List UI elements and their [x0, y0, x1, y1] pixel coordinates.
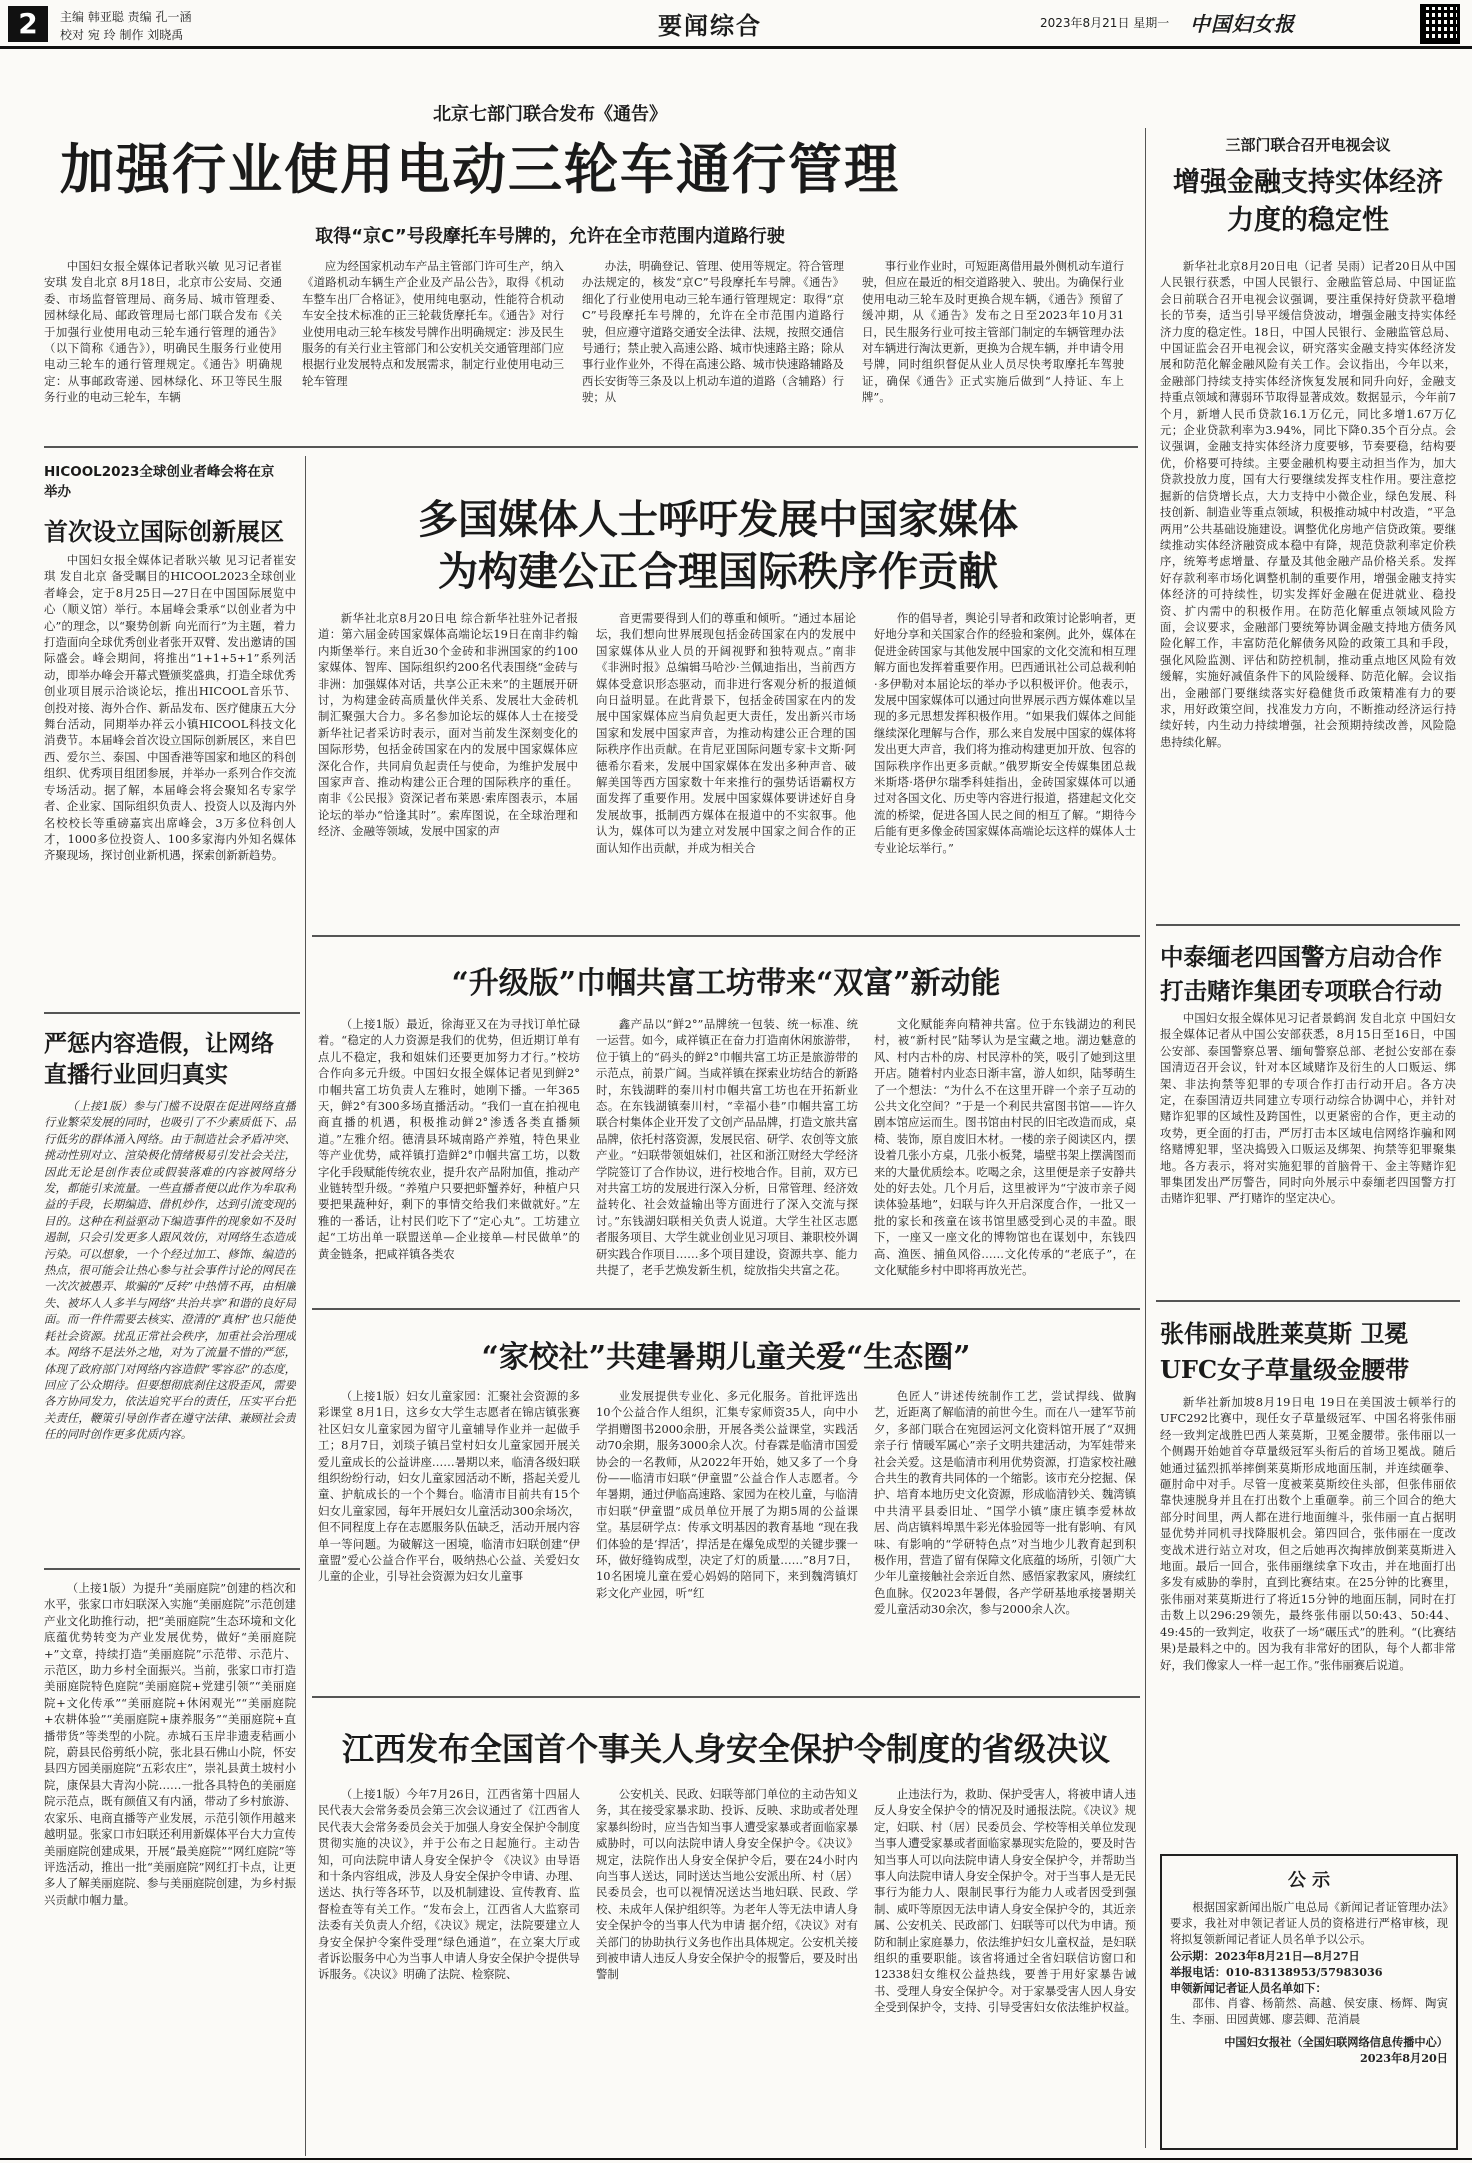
article4-col3: 色匠人”讲述传统制作工艺，尝试捍线、做胸艺，近距离了解临清的前世今生。而在八一建军节前夕，多部门联合在宛园运河文化资料馆开展了“双拥亲子行 情暖军属心”亲子文明共建活动，为军娃带来社会关爱。这是临清市利用优势资源，打造家校社融合共生的教育共同体的一个缩影。该市充分挖掘、保护、培育本地历史文化资源，形成临清钞关、魏湾镇中共清平县委旧址、“国学小镇”康庄镇李爱林故居、尚店镇料埠黑牛彩光体验园等一批有影响、有风味、有影响的“学研特色点”对当地少儿教育起到积极作用，营造了留有保障文化底蕴的场所，引领广大少年儿童接触社会亲近自然、感悟家教家风，赓续红色血脉。仅2023年暑假，各产学研基地承接暑期关爱儿童活动30余次，参与2000余人次。 — [874, 1389, 1136, 1617]
notice-title: 公 示 — [1287, 1870, 1331, 1891]
article4-title: “家校社”共建暑期儿童关爱“生态圈” — [481, 1340, 971, 1375]
issue-date: 2023年8月21日 星期一 — [1040, 16, 1170, 30]
credits-line-2: 校对 宛 玲 制作 刘晓禹 — [60, 28, 184, 42]
article5-title: 江西发布全国首个事关人身安全保护令制度的省级决议 — [341, 1730, 1110, 1768]
notice-names: 邵伟、肖睿、杨箭然、高越、侯安康、杨辉、陶寅生、李丽、田园黄娜、廖芸卿、范消晨 — [1170, 1997, 1448, 2026]
notice-list-title: 申领新闻记者证人员名单如下： — [1170, 1981, 1327, 1995]
article2-col3: 作的倡导者，舆论引导者和政策讨论影响者，更好地分享和关国家合作的经验和案例。此外，媒体在促进金砖国家与其他发展中国家的文化交流和相互理解方面也发挥着重要作用。巴西通讯社公司总裁利帕·多伊勒对本届论坛的举办予以积极评价。他表示，发展中国家媒体可以通过向世界展示西方媒体难以呈现的多元思想发挥积极作用。“如果我们媒体之间能继续深化理解与合作，那么来自发展中国家的媒体将发出更大声音，我们将为推动构建更加开放、包容的国际秩序作出更多贡献。”俄罗斯安全传媒集团总裁米斯塔·塔伊尔瑞季科娃指出，金砖国家媒体可以通过对各国文化、历史等内容进行报道，搭建起文化交流的桥梁，促进各国人民之间的相互了解。“期待今后能有更多像金砖国家媒体高端论坛这样的媒体人士专业论坛举行。” — [874, 611, 1136, 855]
article2-col1: 新华社北京8月20日电 综合新华社驻外记者报道：第六届金砖国家媒体高端论坛19日在南非约翰内斯堡举行。来自近30个金砖和非洲国家的约100家媒体、智库、国际组织约200名代表围绕“金砖与非洲：加强媒体对话，共享公正未来”的主题展开研讨，为构建金砖高质量伙伴关系、发展壮大金砖机制汇聚强大合力。多名参加论坛的媒体人士在接受新华社记者采访时表示，面对当前发生深刻变化的国际形势，包括金砖国家在内的发展中国家媒体应深化合作，共同肩负起责任与使命，为维护发展中国家声音、推动构建公正合理的国际秩序的重任。南非《公民报》资深记者布莱恩·索库图表示，本届论坛的举办“恰逢其时”。索库图说，在全球治理和经济、金融等领域，发展中国家的声 — [318, 611, 578, 839]
left2-body: （上接1版）为提升“美丽庭院”创建的档次和水平，张家口市妇联深入实施“美丽庭院”示范创建产业文化助推行动，把“美丽庭院”生态环境和文化底蕴优势转变为产业发展优势，做好“美丽庭院+”文章，持续打造“美丽庭院”示范带、示范片、示范区，助力乡村全面振兴。当前，张家口市打造美丽庭院特色庭院“美丽庭院+党建引领”“美丽庭院+文化传承”“美丽庭院+休闲观光”“美丽庭院+农耕体验”“美丽庭院+康养服务”“美丽庭院+直播带货”等类型的小院。赤城石玉岸非遗麦秸画小院，蔚县民俗剪纸小院，张北县石佛山小院，怀安县四方园美丽庭院“五彩农庄”，崇礼县黄土坡村小院，康保县大青沟小院……一批各具特色的美丽庭院示范点，既有颜值又有内涵，带动了乡村旅游、农家乐、电商直播等产业发展，示范引领作用越来越明显。张家口市妇联还利用新媒体平台大力宣传美丽庭院创建成果，开展“最美庭院”“网红庭院”等评选活动，推出一批“美丽庭院”网红打卡点，让更多人了解美丽庭院、参与美丽庭院创建，为乡村振兴贡献巾帼力量。 — [44, 1581, 296, 1907]
article1-col1: 中国妇女报全媒体记者耿兴敏 见习记者崔安琪 发自北京 8月18日，北京市公安局、交通委、市场监督管理局、商务局、城市管理委、园林绿化局、邮政管理局七部门联合发布《关于加强行业使用电动三轮车通行管理的通告》（以下简称《通告》），明确民生服务行业使用电动三轮车的通行管理规定。《通告》明确规定：从事邮政寄递、园林绿化、环卫等民生服务行业的电动三轮车，车辆 — [44, 259, 282, 405]
article1-col2: 应为经国家机动车产品主管部门许可生产，纳入《道路机动车辆生产企业及产品公告》，取得《机动车整车出厂合格证》，使用纯电驱动，性能符合机动车安全技术标准的正三轮载货摩托车。《通告》对行业使用电动三轮车核发号牌作出明确规定：涉及民生服务的有关行业主管部门和公安机关交通管理部门应根据行业发展特点和发展需求，制定行业使用电动三轮车管理 — [302, 259, 564, 388]
right3-body: 新华社新加坡8月19日电 19日在美国波士顿举行的UFC292比赛中，现任女子草量级冠军、中国名将张伟丽经一致判定战胜巴西人莱莫斯，卫冕金腰带。张伟丽以一个侧踢开始她首夺草量级冠军头衔后的首场卫冕战。随后她通过猛烈抓举摔倒莱莫斯形成地面压制，并连续砸拳、砸肘命中对手。尽管一度被莱莫斯绞住头部，但张伟丽依靠快速脱身并且在打出数个上重砸拳。前三个回合的绝大部分时间里，两人都在进行地面缠斗，张伟丽一直占据明显优势并同机寻找降服机会。第四回合，张伟丽在一度改变战术进行站立对攻，但之后她再次掏摔放倒莱莫斯进入地面。最后一回合，张伟丽继续拿下攻击，并在地面打出多发有威胁的拳肘，直到比赛结束。在25分钟的比赛里，张伟丽对莱莫斯进行了将近15分钟的地面压制，同时在打击数上以296:29领先，最终张伟丽以50:43、50:44、49:45的一致判定，收获了一场“碾压式”的胜利。“(比赛结果)是最料之中的。因为我有非常好的团队，每个人都非常好，我们像家人一样一起工作。”张伟丽赛后说道。 — [1160, 1395, 1456, 1672]
article4-col1: （上接1版）妇女儿童家园：汇聚社会资源的多彩课堂 8月1日，这乡女大学生志愿者在锦店镇张赛社区妇女儿童家园为留守儿童辅导作业并一起做手工；8月7日，刘琰子镇吕堂村妇女儿童家园开展关爱儿童成长的公益讲座……暑期以来，临清各级妇联组织纷纷行动，妇女儿童家园活动不断，搭起关爱儿童、护航成长的一个个舞台。临清市目前共有15个妇女儿童家园，每年开展妇女儿童活动300余场次，但不同程度上存在志愿服务队伍缺乏，活动开展内容单一等问题。为破解这一困境，临清市妇联创建“伊童盟”爱心公益合作平台，吸纳热心公益、关爱妇女儿童的企业，引导社会资源为妇女儿童事 — [318, 1389, 580, 1584]
section-title: 要闻综合 — [658, 11, 762, 40]
article1-title: 加强行业使用电动三轮车通行管理 — [60, 137, 900, 201]
page-number-box — [8, 6, 48, 42]
article3-col2: 鑫产品以“鲜2°”品牌统一包装、统一标准、统一运营。如今，咸祥镇正在奋力打造南休闲旅游带，位于镇上的“码头的鲜2°巾帼共富工坊正是旅游带的示范点，前景广阔。当咸祥镇在探索业坊结合的新路时，东钱湖畔的秦川村巾帼共富工坊也在开拓新业态。在东钱湖镇秦川村，“幸福小巷”巾帼共富工坊联合村集体企业开发了文创产品品牌，打造文旅共富品牌，依托村落资源，发展民宿、研学、农创等文旅产业。“妇联带领姐妹们，社区和浙江财经大学经济学院签订了合作协议，进行校地合作。目前，双方已对共富工坊的发展进行深入分析，日常管理、经济效益转化、社会效益输出等方面进行了深入交流与探讨。”东钱湖妇联相关负责人说道。大学生社区志愿者服务项目、大学生就业创业见习项目、兼职校外调研实践合作项目……多个项目建设，资源共享、能力共提了，老手艺焕发新生机，绽放指尖共富之花。 — [596, 1017, 858, 1278]
notice-period: 公示期：2023年8月21日—8月27日 — [1170, 1949, 1360, 1963]
right3-title: 张伟丽战胜莱莫斯 卫冕UFC女子草量级金腰带 — [1160, 1319, 1410, 1384]
article5-col2: 公安机关、民政、妇联等部门单位的主动告知义务，其在接受家暴求助、投诉、反映、求助或者处理家暴纠纷时，应当告知当事人遭受家暴或者面临家暴威胁时，可以向法院申请人身安全保护令。《决议》规定，法院作出人身安全保护令后，要在24小时内向当事人送达，同时送达当地公安派出所、村（居）民委员会，也可以视情况送达当地妇联、民政、学校、未成年人保护组织等。为老年人等无法申请人身安全保护令的当事人代为申请 据介绍，《决议》对有关部门的协助执行义务也作出具体规定。公安机关接到被申请人违反人身安全保护令的报警后，要及时出警制 — [596, 1787, 858, 1982]
article2-col2: 音更需要得到人们的尊重和倾听。“通过本届论坛，我们想向世界展现包括金砖国家在内的发展中国家媒体从业人员的开阔视野和独特观点。”南非《非洲时报》总编辑马哈沙·兰佩迪指出，当前西方媒体受意识形态驱动，而非进行客观分析的报道倾向日益明显。在此背景下，包括金砖国家在内的发展中国家媒体应当肩负起更大责任，发出新兴市场国家和发展中国家声音，为推动构建公正合理的国际秩序作出贡献。在肯尼亚国际问题专家卡文斯·阿德希尔看来，发展中国家媒体在发出多种声音、破解美国等西方国家数十年来推行的强势话语霸权方面发挥了重要作用。发展中国家媒体要讲述好自身发展故事，抵制西方媒体在报道中的不实叙事。他认为，媒体可以为建立对发展中国家之间合作的正面认知作出贡献，并成为相关合 — [596, 611, 856, 855]
hicool-kicker: HICOOL2023全球创业者峰会将在京举办 — [44, 464, 275, 500]
hicool-body: 中国妇女报全媒体记者耿兴敏 见习记者崔安琪 发自北京 备受瞩目的HICOOL2023全球创业者峰会，定于8月25日—27日在中国国际展览中心（顺义馆）举行。本届峰会秉承“以创业者为中心”的理念，以“聚势创新 向光而行”为主题，着力打造面向全球优秀创业者张开双臂、发出邀请的国际盛会。峰会期间，将推出“1+1+5+1”系列活动，即举办峰会开幕式暨颁奖盛典，打造全球优秀创业项目展示洽谈论坛，推出HICOOL音乐节、创投对接、海外合作、新品发布、医疗健康五大分舞台活动，同期举办祥云小镇HICOOL科技文化消费节。本届峰会首次设立国际创新展区，来自巴西、爱尔兰、泰国、中国香港等国家和地区的科创组织、优秀项目组团参展，并举办一系列合作交流专场活动。据了解，本届峰会将会聚知名专家学者、企业家、国际组织负责人、投资人以及海内外名校校长等重磅嘉宾出席峰会，3万多位科创人才，1000多位投资人、100多家海内外知名媒体齐聚现场，探讨创业新机遇，探索创新新趋势。 — [44, 553, 296, 863]
right2-body: 中国妇女报全媒体见习记者景鹤润 发自北京 中国妇女报全媒体记者从中国公安部获悉，8月15日至16日，中国公安部、泰国警察总署、缅甸警察总部、老挝公安部在泰国清迈召开会议，针对本区域赌诈及衍生的人口贩运、绑架、非法拘禁等犯罪的专项合作打击行动开启。各方决定，在泰国清迈共同建立专项行动综合协调中心，并针对赌诈犯罪的区域性及跨国性，以更紧密的合作，更主动的攻势，更全面的打击，严厉打击本区域电信网络诈骗和网络赌博犯罪，坚决捣毁入口贩运及绑架、拘禁等犯罪聚集地。各方表示，将对实施犯罪的首脑骨干、金主等赌诈犯罪集团发出严厉警告，同时向外展示中泰缅老四国警方打击赌诈犯罪、严打赌诈的坚定决心。 — [1160, 1011, 1456, 1206]
left1-title: 严惩内容造假，让网络直播行业回归真实 — [44, 1030, 274, 1088]
article3-title: “升级版”巾帼共富工坊带来“双富”新动能 — [451, 966, 1001, 1001]
left1-body: （上接1版）参与门槛不设限在促进网络直播行业繁荣发展的同时，也吸引了不少素质低下、品行低劣的群体涌入网络。由于制造社会矛盾冲突、挑动性别对立、渲染极化情绪极易引发社会关注，因此无论是创作表位或假装落难的内容被网络分发，都能引来流量。一些直播者便以此作为牟取利益的手段，长期编造、借机炒作，达到引流变现的目的。这种在利益驱动下编造事件的现象如不及时遏制，只会引发更多人跟风效仿，对网络生态造成污染。可以想象，一个个经过加工、修饰、编造的热点，很可能会让热心参与社会事件讨论的网民在一次次被愚弄、欺骗的“反转”中热情不再，由相廉失、被坏人人多半与网络“共治共享”和谐的良好局面。而一件件需要去核实、澄清的“真相”也只能使耗社会资源。扰乱正常社会秩序，加重社会治理成本。网络不是法外之地，对为了流量不惜的严惩，体现了政府部门对网络内容造假“零容忍”的态度，回应了公众期待。但要想彻底刹住这股歪风，需要各方协同发力，依法追究平台的责任，压实平台把关责任，鞭策引导创作者在遵守法律、兼顾社会责任的同时创作更多优质内容。 — [44, 1099, 296, 1442]
article1-subtitle: 取得“京C”号段摩托车号牌的，允许在全市范围内道路行驶 — [315, 226, 785, 247]
article5-col1: （上接1版）今年7月26日，江西省第十四届人民代表大会常务委员会第三次会议通过了《江西省人民代表大会常务委员会关于加强人身安全保护令制度贯彻实施的决议》，并于公布之日起施行。主动告知，可向法院申请人身安全保护令 《决议》由导语和十条内容组成，涉及人身安全保护令申请、办理、送达、执行等各环节，以及机制建设、宣传教育、监督检查等有关工作。“发布会上，江西省人大监察司法委有关负责人介绍，《决议》规定，法院要建立人身安全保护令案件受理“绿色通道”，在立案大厅或者诉讼服务中心为当事人申请人身安全保护令提供导诉服务。《决议》明确了法院、检察院、 — [318, 1787, 580, 1982]
article1-col4: 事行业作业时，可短距离借用最外侧机动车道行驶，但应在最近的相交道路驶入、驶出。为确保行业使用电动三轮车及时更换合规车辆，《通告》预留了缓冲期，从《通告》发布之日至2023年10月31日，民生服务行业可按主管部门制定的车辆管理办法对车辆进行淘汰更新，更换为合规车辆，并申请令用号牌，同时组织督促从业人员尽快考取摩托车驾驶证，确保《通告》正式实施后做到“人持证、车上牌”。 — [862, 259, 1124, 405]
qr-code-icon — [1420, 4, 1460, 44]
notice-phone: 举报电话：010-83138953/57983036 — [1170, 1965, 1383, 1979]
credits-line-1: 主编 韩亚聪 责编 孔一涵 — [60, 10, 192, 24]
masthead-logo: 中国妇女报 — [1190, 12, 1295, 36]
page-number: 2 — [18, 7, 38, 40]
right2-title: 中泰缅老四国警方启动合作打击赌诈集团专项联合行动 — [1160, 943, 1442, 1005]
notice-sign-date: 2023年8月20日 — [1359, 2051, 1448, 2065]
article5-col3: 止违法行为，救助、保护受害人，将被申请人违反人身安全保护令的情况及时通报法院。《决议》规定，妇联、村（居）民委员会、学校等相关单位发现当事人遭受家暴或者面临家暴现实危险的，要及时告知当事人可以向法院申请人身安全保护令，并帮助当事人向法院申请人身安全保护令。对于当事人是无民事行为能力人、限制民事行为能力人或者因受到强制、威吓等原因无法申请人身安全保护令的，其近亲属、公安机关、民政部门、妇联等可以代为申请。预防和制止家庭暴力，依法维护妇女儿童权益，是妇联组织的重要职能。该省将通过全省妇联信访窗口和12338妇女维权公益热线，要善于用好家暴告诫书、受理人身安全保护令。对于家暴受害人因人身安全受到保护令，支持、引导受害妇女依法维护权益。 — [874, 1787, 1136, 2015]
article1-kicker: 北京七部门联合发布《通告》 — [433, 104, 667, 125]
notice-text: 根据国家新闻出版广电总局《新闻记者证管理办法》要求，我社对申领记者证人员的资格进行严格审核，现将拟复领新闻记者证人员名单予以公示。 — [1170, 1901, 1448, 1946]
article1-col3: 办法，明确登记、管理、使用等规定。符合管理办法规定的，核发“京C”号段摩托车号牌。《通告》细化了行业使用电动三轮车通行管理规定：取得“京C”号段摩托车号牌的，允许在全市范围内道路行驶，但应遵守道路交通安全法律、法规，按照交通信号通行；禁止驶入高速公路、城市快速路主路；除从事行业作业外，不得在高速公路、城市快速路辅路及西长安街等三条及以上机动车道的道路（含辅路）行驶；从 — [582, 259, 844, 405]
article3-col1: （上接1版）最近，徐海亚又在为寻找订单忙碌着。“稳定的人力资源是我们的优势，但近期订单有点儿不稳定，我和姐妹们还要更加努力才行。”校坊合作向多元升级。中国妇女报全媒体记者见到鲜2°巾帼共富工坊负责人左雅时，她刚下播。一年365天，鲜2°有300多场直播活动。“我们一直在拍视电商直播的机遇，积极推动鲜2°渗透各类直播频道。”左雅介绍。德清县环城南路产养殖，特色果业等产业优势，咸祥镇打造鲜2°巾帼共富工坊，以数字化手段赋能传统农业，提升农产品附加值，推动产业链转型升级。“养殖户只要把虾蟹养好，种植户只要把果蔬种好，剩下的事情交给我们来做就好。”左雅的一番话，让村民们吃下了“定心丸”。工坊建立起“工坊出单一联盟送单—企业接单—村民做单”的黄金链条，把咸祥镇各类农 — [318, 1017, 580, 1261]
hicool-title: 首次设立国际创新展区 — [44, 517, 284, 546]
article2-title-line2: 为构建公正合理国际秩序作贡献 — [438, 548, 998, 595]
notice-sign: 中国妇女报社（全国妇联网络信息传播中心） — [1224, 2035, 1448, 2049]
article3-col3: 文化赋能奔向精神共富。位于东钱湖边的利民村，被“新村民”陆琴认为是宝藏之地。湖边魅意的风、村内古朴的房、村民淳朴的笑，吸引了她到这里开店。随着村内业态日渐丰富，游人如织，陆琴萌生了一个想法：“为什么不在这里开辟一个亲子互动的公共文化空间？”于是一个利民共富图书馆——许久剧本馆应运而生。图书馆由村民的旧宅改造而成，桌椅、装饰，原自废旧木材。一楼的亲子阅读区内，摆设着几张小方桌，几张小板凳，墙壁书架上摆满图而来的大量优质绘本。吃喝之余，这里便是亲子安静共处的好去处。几个月后，这里被评为“宁波市亲子阅读体验基地”，妇联与许久开启深度合作，一批又一批的家长和孩童在该书馆里感受到心灵的丰盈。眼下，一座又一座文化的博物馆也在谋划中，东钱四高、渔医、捕鱼风俗……文化传承的“老底子”，在文化赋能乡村中即将再放光芒。 — [874, 1017, 1136, 1278]
right1-kicker: 三部门联合召开电视会议 — [1225, 136, 1391, 154]
right1-body: 新华社北京8月20日电（记者 吴雨）记者20日从中国人民银行获悉，中国人民银行、金融监管总局、中国证监会日前联合召开电视会议强调，要注重保持好贷款平稳增长的节奏，适当引导平缓信贷波动，增强金融支持实体经济力度的稳定性。18日，中国人民银行、金融监管总局、中国证监会召开电视会议，研究落实金融支持实体经济发展和防范化解金融风险有关工作。会议指出，今年以来，金融部门持续支持实体经济恢复发展和同升向好，金融支持重点领域和薄弱环节取得显著成效。数据显示，今年前7个月，新增人民币贷款16.1万亿元，同比多增1.67万亿元；企业贷款利率为3.94%，同比下降0.35个百分点。会议强调，金融支持实体经济力度要够，节奏要稳，结构要优，价格要可持续。主要金融机构要主动担当作为，加大贷款投放力度，国有大行要继续发挥支柱作用。要注意挖掘新的信贷增长点，大力支持中小微企业，绿色发展、科技创新、制造业等重点领域，积极推动城中村改造，“平急两用”公共基础设施建设。调整优化房地产信贷政策。要继续推动实体经济融资成本稳中有降，规范贷款利率定价秩序，统筹考虑增量、存量及其他金融产品价格关系。发挥好存款利率市场化调整机制的重要作用，增强金融支持实体经济的可持续性，切实发挥好金融在促进就业、稳投资、扩内需中的积极作用。在防范化解重点领域风险方面，会议要求，金融部门要统筹协调金融支持地方债务风险化解工作，丰富防范化解债务风险的政策工具和手段，强化风险监测、评估和防控机制，推动重点地区风险有效缓解，实施好减值条件下的风险缓释、防范化解。会议指出，金融部门要继续落实好稳健货币政策精准有力的要求，用好政策空间，找准发力方向，不断推动经济运行持续好转，内生动力持续增强，社会预期持续改善，风险隐患持续化解。 — [1160, 259, 1456, 749]
right1-title: 增强金融支持实体经济力度的稳定性 — [1173, 167, 1443, 236]
article4-col2: 业发展提供专业化、多元化服务。首批评选出10个公益合作人组织，汇集专家师资35人，向中小学捐赠图书2000余册，开展各类公益课堂，实践活动70余期，服务3000余人次。付春霖是临清市国爱协会的一名教师，从2022年开始，她又多了一个身份——临清市妇联“伊童盟”公益合作人志愿者。今年暑期，通过伊临高速路、家园为在校儿童，与临清市妇联“伊童盟”成员单位开展了为期5周的公益课堂。基层研学点：传承文明基因的教育基地 “现在我们体验的是‘捍活’，捍活是在爆兔成型的关键步骤一环，做好缝钩成型，决定了灯的质量……”8月7日，10名困境儿童在爱心妈妈的陪同下，来到魏湾镇灯彩文化产业园，听“红 — [596, 1389, 858, 1600]
notice-box — [1160, 1854, 1458, 2150]
article2-title-line1: 多国媒体人士呼吁发展中国家媒体 — [418, 496, 1018, 543]
